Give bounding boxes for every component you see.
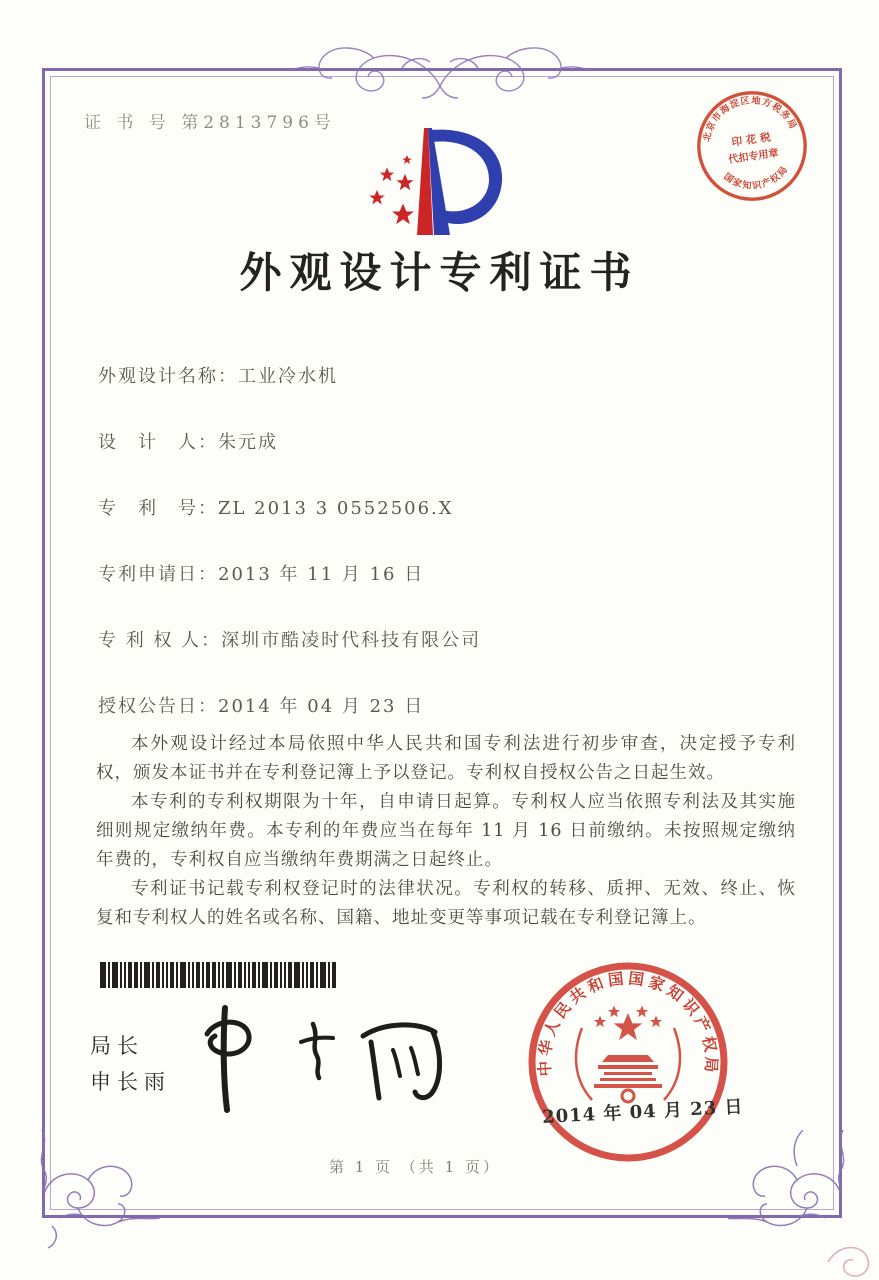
seal-date: 2014 年 04 月 23 日 (541, 1096, 745, 1128)
field-label: 设 计 人： (98, 432, 218, 453)
field-patent-number (98, 494, 454, 520)
tax-stamp-seal (686, 80, 817, 211)
top-flourish (290, 28, 590, 108)
field-value: 朱元成 (218, 432, 278, 453)
field-value: ZL 2013 3 0552506.X (218, 498, 454, 519)
page-footer: 第 1 页 （共 1 页） (329, 1158, 501, 1176)
barcode (100, 962, 350, 988)
field-value: 2014 年 04 月 23 日 (218, 696, 425, 717)
body-text (96, 730, 796, 933)
field-label: 专 利 号： (98, 498, 218, 519)
issue-seal (528, 962, 728, 1162)
tax-stamp-arc-bottom: 国家知识产权局 (721, 163, 791, 192)
field-filing-date (98, 560, 424, 586)
tax-stamp-line2: 代扣专用章 (727, 146, 780, 166)
certificate-number: 证 书 号 第2813796号 (84, 113, 336, 133)
field-patentee (98, 626, 481, 652)
body-paragraph-1: 本外观设计经过本局依照中华人民共和国专利法进行初步审查，决定授予专利权，颁发本证书并在专利登记簿上予以登记。专利权自授权公告之日起生效。 (96, 734, 796, 783)
field-label: 授权公告日： (98, 696, 218, 717)
field-value: 深圳市酷凌时代科技有限公司 (221, 630, 482, 651)
tax-stamp-line1: 印 花 税 (730, 130, 772, 149)
tax-stamp-arc-top: 北京市海淀区地方税务局 (701, 94, 799, 143)
director-name: 申长雨 (90, 1070, 171, 1094)
director-title: 局长 (90, 1034, 144, 1058)
bottom-left-flourish (30, 1130, 160, 1260)
field-value: 工业冷水机 (238, 366, 338, 387)
field-value: 2013 年 11 月 16 日 (218, 564, 425, 585)
pink-corner-flourish (820, 1222, 876, 1277)
field-grant-date (98, 692, 424, 718)
field-label: 专利申请日： (98, 564, 218, 585)
field-label: 外观设计名称： (98, 366, 238, 387)
national-emblem-icon (576, 1006, 680, 1103)
sipo-logo-icon (352, 126, 512, 244)
certificate-title: 外观设计专利证书 (239, 248, 640, 297)
field-design-name (98, 362, 338, 388)
body-paragraph-2: 本专利的专利权期限为十年，自申请日起算。专利权人应当依照专利法及其实施细则规定缴纳年费。本专利的年费应当在每年 11 月 16 日前缴纳。未按照规定缴纳年费的，专利权自应当缴纳年费期满之日起终止。 (96, 792, 796, 870)
body-paragraph-3: 专利证书记载专利权登记时的法律状况。专利权的转移、质押、无效、终止、恢复和专利权人的姓名或名称、国籍、地址变更等事项记载在专利登记簿上。 (96, 879, 796, 928)
issue-seal-ring-text: 中华人民共和国国家知识产权局 (534, 968, 722, 1077)
director-signature (195, 998, 475, 1118)
field-designer (98, 428, 278, 454)
field-label: 专 利 权 人： (98, 630, 222, 651)
